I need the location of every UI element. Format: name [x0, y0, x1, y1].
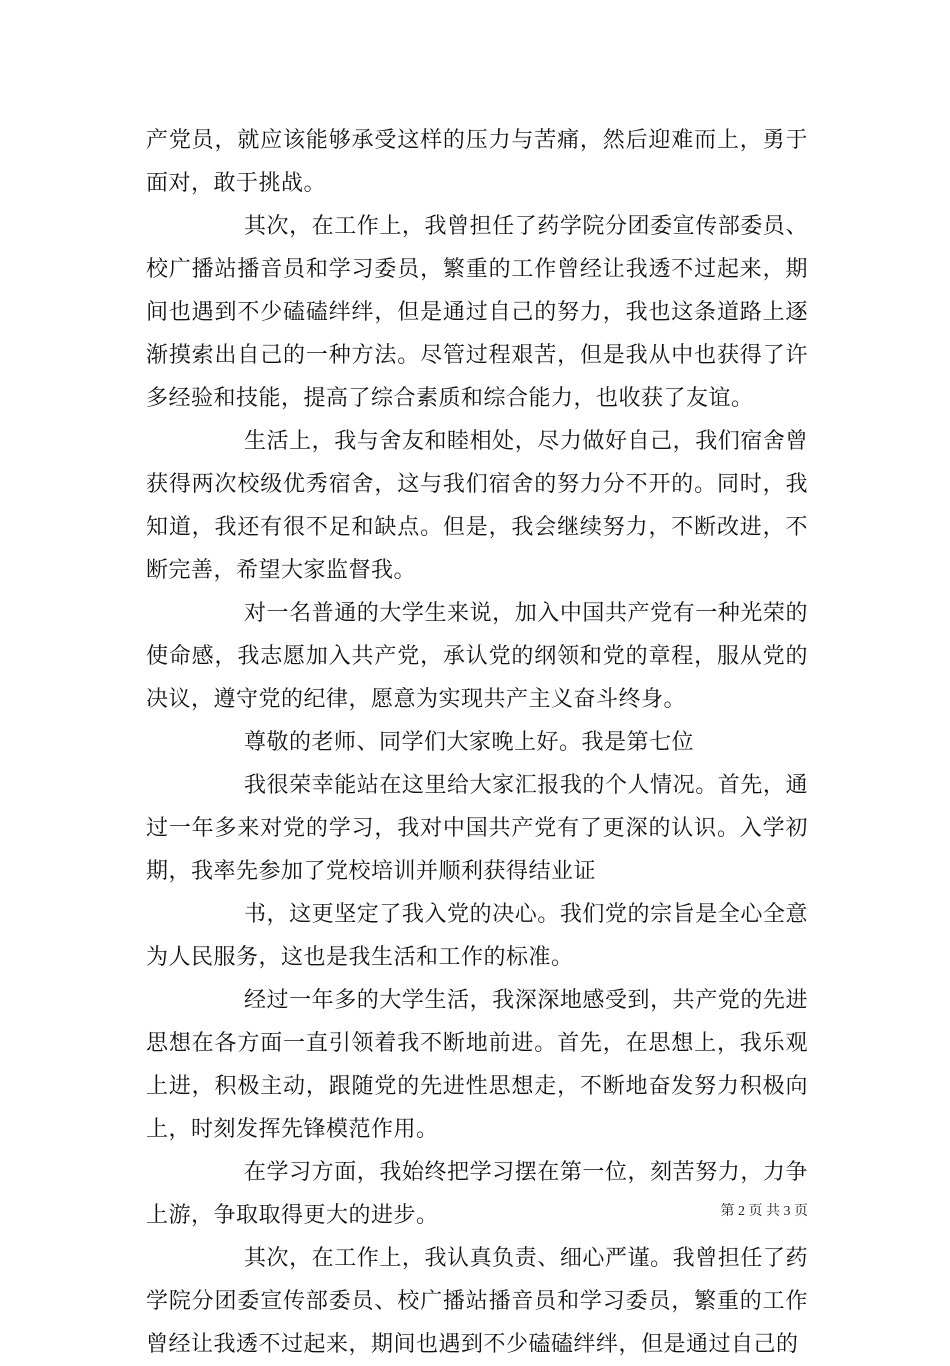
paragraph-3: 生活上，我与舍友和睦相处，尽力做好自己，我们宿舍曾获得两次校级优秀宿舍，这与我们宿舍的努力分不开的。同时，我知道，我还有很不足和缺点。但是，我会继续努力，不断改进，不断完善，希望大家监督我。 [146, 429, 808, 583]
paragraph-4: 对一名普通的大学生来说，加入中国共产党有一种光荣的使命感，我志愿加入共产党，承认党的纲领和党的章程，服从党的决议，遵守党的纪律，愿意为实现共产主义奋斗终身。 [146, 601, 808, 712]
paragraph-10: 其次，在工作上，我认真负责、细心严谨。我曾担任了药学院分团委宣传部委员、校广播站播音员和学习委员，繁重的工作曾经让我透不过起来，期间也遇到不少磕磕绊绊，但是通过自己的 [146, 1246, 808, 1357]
paragraph-2: 其次，在工作上，我曾担任了药学院分团委宣传部委员、校广播站播音员和学习委员，繁重的工作曾经让我透不过起来，期间也遇到不少磕磕绊绊，但是通过自己的努力，我也这条道路上逐渐摸索出自己的一种方法。尽管过程艰苦，但是我从中也获得了许多经验和技能，提高了综合素质和综合能力，也收获了友谊。 [146, 214, 808, 411]
paragraph-7: 书，这更坚定了我入党的决心。我们党的宗旨是全心全意为人民服务，这也是我生活和工作的标准。 [146, 902, 808, 970]
document-body [146, 119, 808, 1366]
paragraph-9: 在学习方面，我始终把学习摆在第一位，刻苦努力，力争上游，争取取得更大的进步。 [146, 1160, 808, 1228]
paragraph-5: 尊敬的老师、同学们大家晚上好。我是第七位 [244, 730, 695, 755]
paragraph-8: 经过一年多的大学生活，我深深地感受到，共产党的先进思想在各方面一直引领着我不断地前进。首先，在思想上，我乐观上进，积极主动，跟随党的先进性思想走，不断地奋发努力积极向上，时刻发挥先锋模范作用。 [146, 988, 808, 1142]
page-number-footer: 第 2 页 共 3 页 [720, 1204, 808, 1219]
paragraph-6: 我很荣幸能站在这里给大家汇报我的个人情况。首先，通过一年多来对党的学习，我对中国共产党有了更深的认识。入学初期，我率先参加了党校培训并顺利获得结业证 [146, 773, 808, 884]
paragraph-1: 产党员，就应该能够承受这样的压力与苦痛，然后迎难而上，勇于面对，敢于挑战。 [146, 128, 808, 196]
